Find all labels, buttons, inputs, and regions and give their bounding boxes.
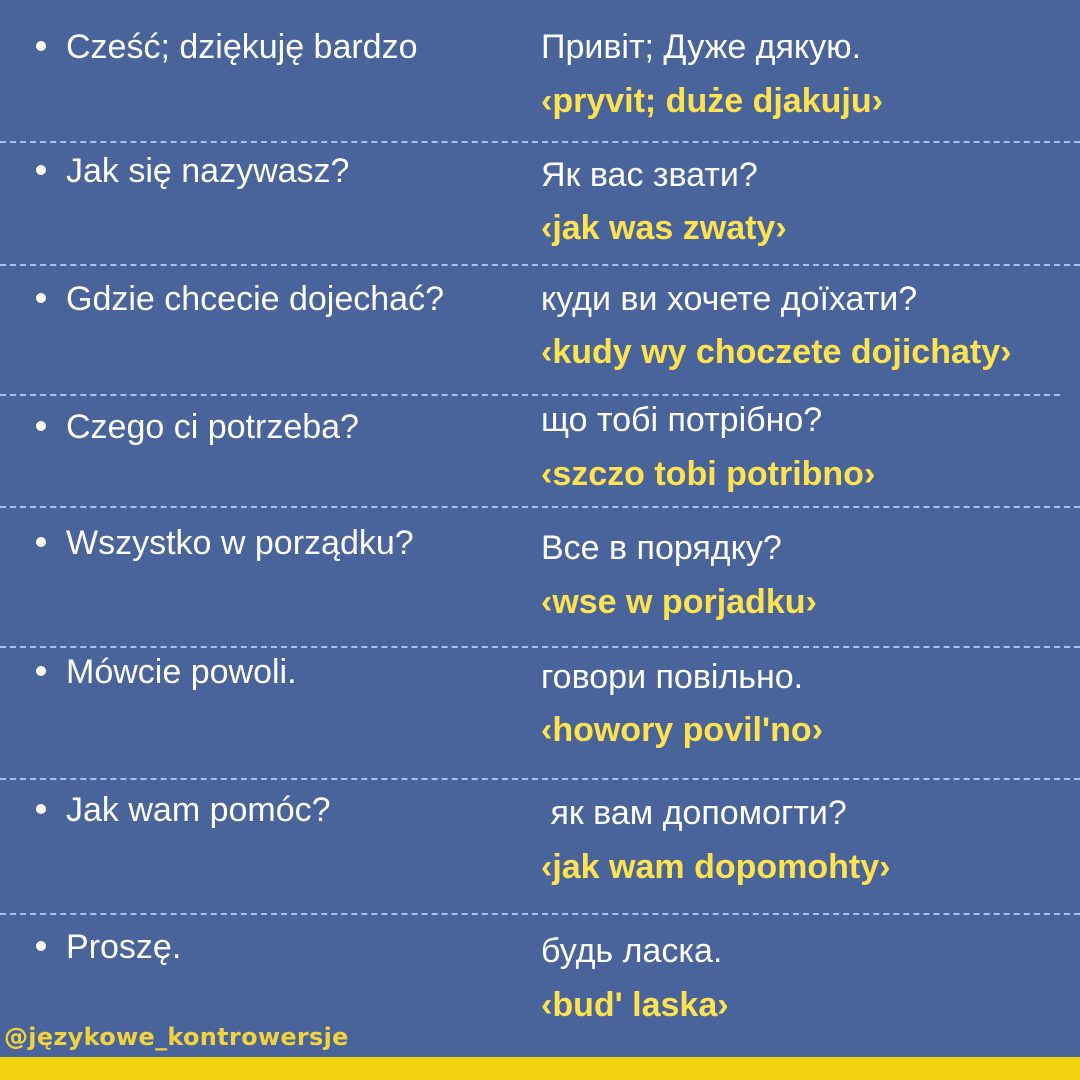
polish-phrase-text: Czego ci potrzeba?	[66, 408, 359, 446]
dashed-divider	[0, 506, 1080, 508]
dashed-divider	[0, 264, 1080, 266]
transliteration: ‹pryvit; duże djakuju›	[541, 82, 883, 120]
ukrainian-phrase: як вам допомогти?	[541, 794, 847, 832]
transliteration: ‹wse w porjadku›	[541, 583, 817, 621]
bullet-icon	[36, 666, 46, 676]
ukrainian-phrase: будь ласка.	[541, 932, 723, 970]
transliteration: ‹kudy wy choczete dojichaty›	[541, 333, 1012, 371]
bullet-icon	[36, 941, 46, 951]
polish-phrase	[36, 790, 331, 830]
bullet-icon	[36, 537, 46, 547]
ukrainian-phrase: говори повільно.	[541, 658, 804, 696]
dashed-divider	[0, 913, 1080, 915]
bullet-icon	[36, 165, 46, 175]
bullet-icon	[36, 421, 46, 431]
polish-phrase	[36, 151, 349, 191]
polish-phrase-text: Wszystko w porządku?	[66, 524, 414, 562]
bullet-icon	[36, 293, 46, 303]
ukrainian-phrase: Як вас звати?	[541, 156, 758, 194]
polish-phrase	[36, 927, 181, 967]
ukrainian-phrase: куди ви хочете доїхати?	[541, 280, 918, 318]
ukrainian-phrase: що тобі потрібно?	[541, 401, 823, 439]
author-handle: @językowe_kontrowersje	[4, 1023, 349, 1051]
polish-phrase	[36, 407, 359, 447]
polish-phrase	[36, 652, 297, 692]
transliteration: ‹howory povil'no›	[541, 711, 823, 749]
polish-phrase-text: Jak się nazywasz?	[66, 152, 350, 190]
ukrainian-phrase: Привіт; Дуже дякую.	[541, 28, 862, 66]
transliteration: ‹bud' laska›	[541, 986, 729, 1024]
ukrainian-phrase: Все в порядку?	[541, 529, 782, 567]
dashed-divider	[0, 778, 1080, 780]
bullet-icon	[36, 41, 46, 51]
bottom-bar	[0, 1057, 1080, 1080]
bullet-icon	[36, 804, 46, 814]
dashed-divider	[0, 141, 1080, 143]
polish-phrase-text: Gdzie chcecie dojechać?	[66, 280, 445, 318]
transliteration: ‹jak was zwaty›	[541, 209, 787, 247]
transliteration: ‹szczo tobi potribno›	[541, 455, 876, 493]
transliteration: ‹jak wam dopomohty›	[541, 848, 891, 886]
polish-phrase	[36, 27, 418, 67]
polish-phrase-text: Mówcie powoli.	[66, 653, 297, 691]
polish-phrase-text: Cześć; dziękuję bardzo	[66, 28, 418, 66]
polish-phrase-text: Jak wam pomóc?	[66, 791, 331, 829]
polish-phrase	[36, 523, 414, 563]
dashed-divider	[0, 646, 1080, 648]
dashed-divider	[0, 394, 1060, 396]
polish-phrase-text: Proszę.	[66, 928, 182, 966]
polish-phrase	[36, 279, 444, 319]
